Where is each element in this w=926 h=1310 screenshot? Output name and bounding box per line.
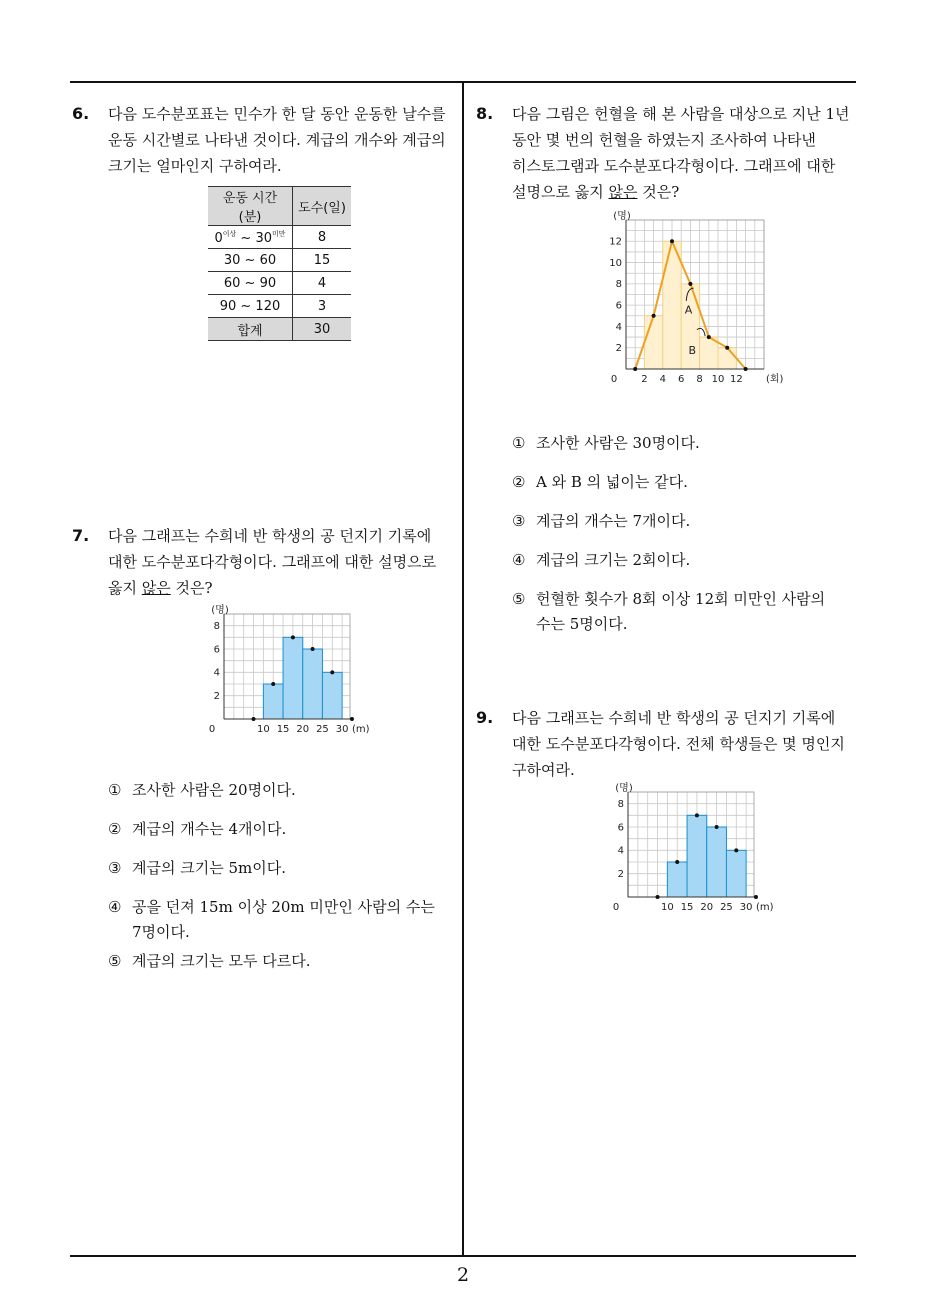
frequency-table bbox=[208, 186, 351, 341]
choice-2[interactable]: ② A 와 B 의 넓이는 같다. bbox=[512, 473, 688, 491]
choice-4[interactable]: ④ 계급의 크기는 2회이다. bbox=[512, 551, 691, 569]
problem-number: 7. bbox=[72, 526, 90, 545]
column-divider bbox=[462, 82, 464, 1257]
histogram-bar bbox=[303, 649, 323, 719]
y-tick-label: 6 bbox=[617, 822, 624, 834]
table-total-row bbox=[208, 318, 351, 341]
x-tick-label: 6 bbox=[678, 374, 685, 385]
y-tick-label: 2 bbox=[615, 343, 622, 355]
x-tick-label: 15 bbox=[276, 724, 290, 735]
data-point bbox=[744, 367, 748, 371]
problem-8 bbox=[476, 101, 861, 205]
table-cell-value: 3 bbox=[293, 295, 352, 318]
data-point bbox=[633, 367, 637, 371]
choice-3[interactable]: ③ 계급의 크기는 5m이다. bbox=[108, 859, 286, 877]
choice-4[interactable]: ④ 공을 던져 15m 이상 20m 미만인 사람의 수는 7명이다. bbox=[108, 898, 435, 941]
data-point bbox=[688, 282, 692, 286]
data-point bbox=[350, 717, 354, 721]
x-tick-label: 10 bbox=[257, 724, 270, 735]
table-header-frequency: 도수(일) bbox=[293, 187, 352, 226]
annotation-b: B bbox=[688, 344, 697, 358]
problem-number: 8. bbox=[476, 104, 494, 123]
table-cell-value: 15 bbox=[293, 249, 352, 272]
choice-5[interactable]: ⑤ 계급의 크기는 모두 다르다. bbox=[108, 952, 311, 970]
data-point bbox=[675, 860, 679, 864]
histogram-bar bbox=[707, 827, 727, 897]
histogram-bar bbox=[644, 316, 662, 369]
underlined-word: 않은 bbox=[141, 579, 171, 597]
y-tick-label: 6 bbox=[615, 300, 622, 312]
data-point bbox=[707, 335, 711, 339]
origin-label: 0 bbox=[612, 902, 620, 913]
y-tick-label: 4 bbox=[213, 667, 220, 679]
choice-3[interactable]: ③ 계급의 개수는 7개이다. bbox=[512, 512, 691, 530]
table-row bbox=[208, 226, 351, 249]
x-tick-label: 20 bbox=[296, 724, 310, 735]
choice-5[interactable]: ⑤ 헌혈한 횟수가 8회 이상 12회 미만인 사람의 수는 5명이다. bbox=[512, 590, 826, 633]
choice-1[interactable]: ① 조사한 사람은 30명이다. bbox=[512, 434, 700, 452]
data-point bbox=[670, 239, 674, 243]
x-tick-label: 20 bbox=[700, 902, 714, 913]
problem-text: 다음 도수분포표는 민수가 한 달 동안 운동한 날수를 운동 시간별로 나타낸 것이다. 계급의 개수와 계급의 크기는 얼마인지 구하여라. bbox=[108, 105, 446, 175]
bottom-rule bbox=[70, 1255, 856, 1257]
frequency-polygon-graph-9 bbox=[600, 783, 774, 918]
table-cell-class: 30 ~ 60 bbox=[208, 249, 293, 272]
underlined-word: 않은 bbox=[608, 183, 638, 201]
problem-9 bbox=[476, 705, 861, 783]
data-point bbox=[311, 647, 315, 651]
data-point bbox=[725, 346, 729, 350]
y-tick-label: 8 bbox=[615, 279, 622, 291]
x-tick-label: 4 bbox=[659, 374, 666, 385]
problem-number: 6. bbox=[72, 104, 90, 123]
choice-1[interactable]: ① 조사한 사람은 20명이다. bbox=[108, 781, 296, 799]
frequency-polygon-graph-7 bbox=[196, 605, 370, 740]
histogram-polygon-graph-8 bbox=[596, 211, 786, 390]
table-cell-value: 8 bbox=[293, 226, 352, 249]
x-axis-label: (m) bbox=[756, 902, 774, 913]
data-point bbox=[656, 895, 660, 899]
origin-label: 0 bbox=[610, 374, 618, 385]
x-tick-label: 25 bbox=[720, 902, 733, 913]
table-total-label: 합계 bbox=[208, 318, 293, 341]
y-tick-label: 2 bbox=[213, 691, 220, 702]
annotation-a: A bbox=[684, 303, 693, 317]
problem-text: 다음 그래프는 수희네 반 학생의 공 던지기 기록에 대한 도수분포다각형이다. 전체 학생들은 몇 명인지 구하여라. bbox=[512, 709, 845, 779]
data-point bbox=[252, 717, 256, 721]
x-tick-label: 15 bbox=[680, 902, 694, 913]
problem-number: 9. bbox=[476, 708, 494, 727]
histogram-bar bbox=[726, 850, 746, 897]
origin-label: 0 bbox=[208, 724, 216, 735]
y-tick-label: 2 bbox=[617, 869, 624, 880]
histogram-bar bbox=[283, 637, 303, 719]
data-point bbox=[734, 848, 738, 852]
data-point bbox=[695, 813, 699, 817]
histogram-bar bbox=[663, 241, 681, 369]
page-number: 2 bbox=[456, 1264, 470, 1286]
y-tick-label: 8 bbox=[617, 799, 624, 810]
problem-text: 다음 그림은 헌혈을 해 본 사람을 대상으로 지난 1년 동안 몇 번의 헌혈을 하였는지 조사하여 나타낸 히스토그램과 도수분포다각형이다. 그래프에 대한 설명으로 옳지 않은 것은? bbox=[512, 105, 850, 201]
y-tick-label: 8 bbox=[213, 621, 220, 632]
table-header-time: 운동 시간(분) bbox=[208, 187, 293, 226]
choice-2[interactable]: ② 계급의 개수는 4개이다. bbox=[108, 820, 287, 838]
x-axis-label: (m) bbox=[352, 724, 370, 735]
x-tick-label: 8 bbox=[696, 374, 703, 385]
problem-7 bbox=[72, 523, 457, 601]
table-total-value: 30 bbox=[293, 318, 352, 341]
problem-6 bbox=[72, 101, 457, 179]
data-point bbox=[652, 314, 656, 318]
data-point bbox=[715, 825, 719, 829]
y-axis-label: (명) bbox=[211, 605, 229, 616]
y-tick-label: 12 bbox=[609, 236, 622, 248]
histogram-bar bbox=[687, 815, 707, 897]
y-tick-label: 6 bbox=[213, 644, 220, 656]
table-header-row bbox=[208, 187, 351, 226]
data-point bbox=[330, 670, 334, 674]
histogram-bar bbox=[322, 672, 342, 719]
x-tick-label: 10 bbox=[661, 902, 674, 913]
table-row bbox=[208, 272, 351, 295]
table-cell-value: 4 bbox=[293, 272, 352, 295]
x-tick-label: 12 bbox=[730, 374, 743, 385]
table-cell-class: $0^{이상}$ ~ $30^{미만}$ bbox=[208, 226, 293, 249]
table-row bbox=[208, 249, 351, 272]
y-axis-label: (명) bbox=[615, 783, 633, 794]
problem-text: 다음 그래프는 수희네 반 학생의 공 던지기 기록에 대한 도수분포다각형이다. 그래프에 대한 설명으로 옳지 않은 것은? bbox=[108, 527, 437, 597]
data-point bbox=[271, 682, 275, 686]
x-tick-label: 30 bbox=[739, 902, 753, 913]
y-axis-label: (명) bbox=[613, 211, 631, 222]
y-tick-label: 4 bbox=[615, 321, 622, 333]
table-cell-class: 90 ~ 120 bbox=[208, 295, 293, 318]
x-tick-label: 30 bbox=[335, 724, 349, 735]
histogram-bar bbox=[263, 684, 283, 719]
histogram-bar bbox=[667, 862, 687, 897]
data-point bbox=[291, 635, 295, 639]
data-point bbox=[754, 895, 758, 899]
table-cell-class: 60 ~ 90 bbox=[208, 272, 293, 295]
y-tick-label: 10 bbox=[609, 257, 622, 269]
x-tick-label: 2 bbox=[641, 374, 648, 385]
x-tick-label: 10 bbox=[711, 374, 725, 385]
table-row bbox=[208, 295, 351, 318]
histogram-bar bbox=[718, 348, 736, 369]
x-axis-label: (회) bbox=[766, 374, 784, 385]
y-tick-label: 4 bbox=[617, 845, 624, 857]
x-tick-label: 25 bbox=[316, 724, 329, 735]
